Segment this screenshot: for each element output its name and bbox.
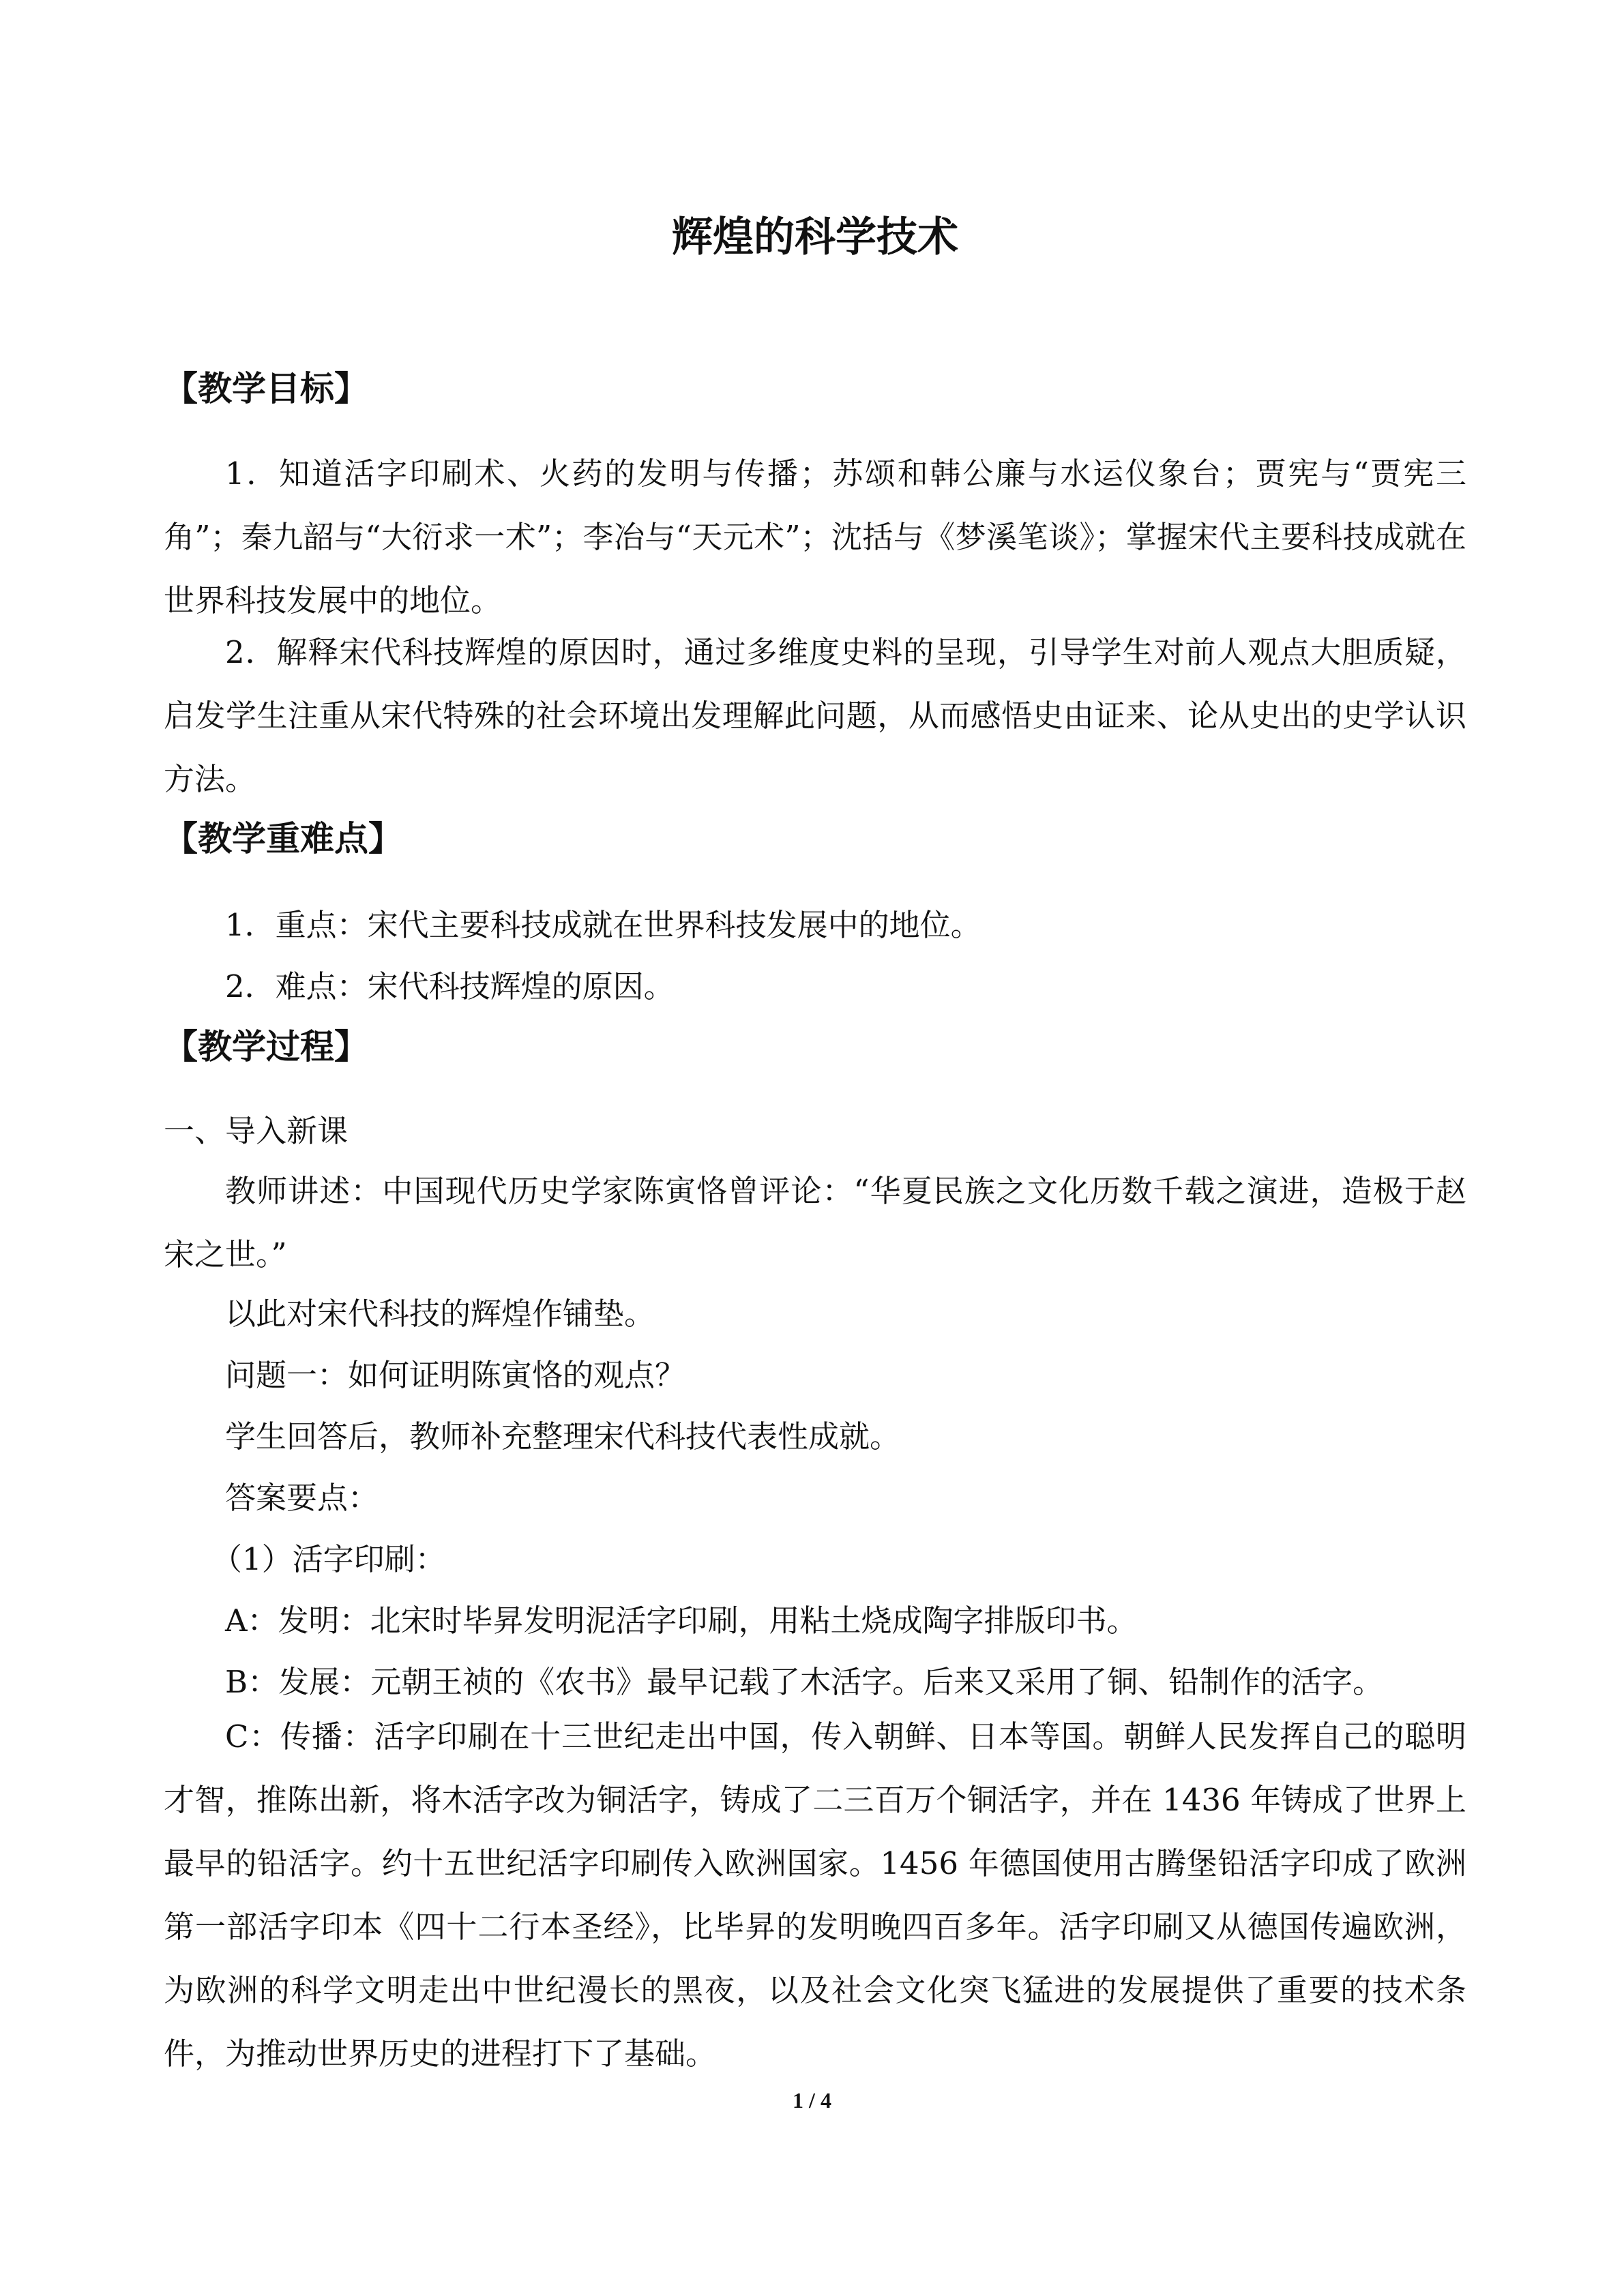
- answer-points-label: 答案要点：: [225, 1480, 379, 1516]
- process-heading: 【教学过程】: [164, 1027, 368, 1067]
- page-number: 1 / 4: [793, 2088, 831, 2113]
- foreshadow-text: 以此对宋代科技的辉煌作铺垫。: [225, 1296, 655, 1332]
- question-text: 问题一：如何证明陈寅恪的观点？: [225, 1357, 686, 1393]
- item-c: C：传播：活字印刷在十三世纪走出中国，传入朝鲜、日本等国。朝鲜人民发挥自己的聪明才智，推陈出新，将木活字改为铜活字，铸成了二三百万个铜活字，并在 1436 年铸成了世界上最早的铅活字。约十五世纪活字印刷传入欧洲国家。1456 年德国使用古腾堡铅活字印成了欧洲第一部活字印本《四十二行本圣经》，比毕昇的发明晚四百多年。活字印刷又从德国传遍欧洲，为欧洲的科学文明走出中世纪漫长的黑夜，以及社会文化突飞猛进的发展提供了重要的技术条件，为推动世界历史的进程打下了基础。: [164, 1718, 1466, 2072]
- objective-item: 2．解释宋代科技辉煌的原因时，通过多维度史料的呈现，引导学生对前人观点大胆质疑，启发学生注重从宋代特殊的社会环境出发理解此问题，从而感悟史由证来、论从史出的史学认识方法。: [164, 634, 1466, 797]
- teacher-talk: 教师讲述：中国现代历史学家陈寅恪曾评论：“华夏民族之文化历数千载之演进，造极于赵宋之世。”: [164, 1173, 1466, 1272]
- key-points-heading: 【教学重难点】: [164, 819, 402, 859]
- page-title: 辉煌的科学技术: [672, 213, 958, 261]
- objective-item: 1．知道活字印刷术、火药的发明与传播；苏颂和韩公廉与水运仪象台；贾宪与“贾宪三角”；秦九韶与“大衍求一术”；李冶与“天元术”；沈括与《梦溪笔谈》；掌握宋代主要科技成就在世界科技发展中的地位。: [164, 456, 1466, 618]
- step-title: 一、导入新课: [164, 1113, 349, 1149]
- objectives-heading: 【教学目标】: [164, 369, 368, 408]
- key-point-item: 2．难点：宋代科技辉煌的原因。: [225, 968, 675, 1004]
- item-a: A：发明：北宋时毕昇发明泥活字印刷，用粘土烧成陶字排版印书。: [225, 1602, 1138, 1639]
- item-b: B：发展：元朝王祯的《农书》最早记载了木活字。后来又采用了铜、铅制作的活字。: [225, 1664, 1384, 1700]
- item-title: （1）活字印刷：: [211, 1541, 446, 1577]
- key-point-item: 1．重点：宋代主要科技成就在世界科技发展中的地位。: [225, 907, 981, 943]
- student-answer-text: 学生回答后，教师补充整理宋代科技代表性成就。: [225, 1418, 901, 1455]
